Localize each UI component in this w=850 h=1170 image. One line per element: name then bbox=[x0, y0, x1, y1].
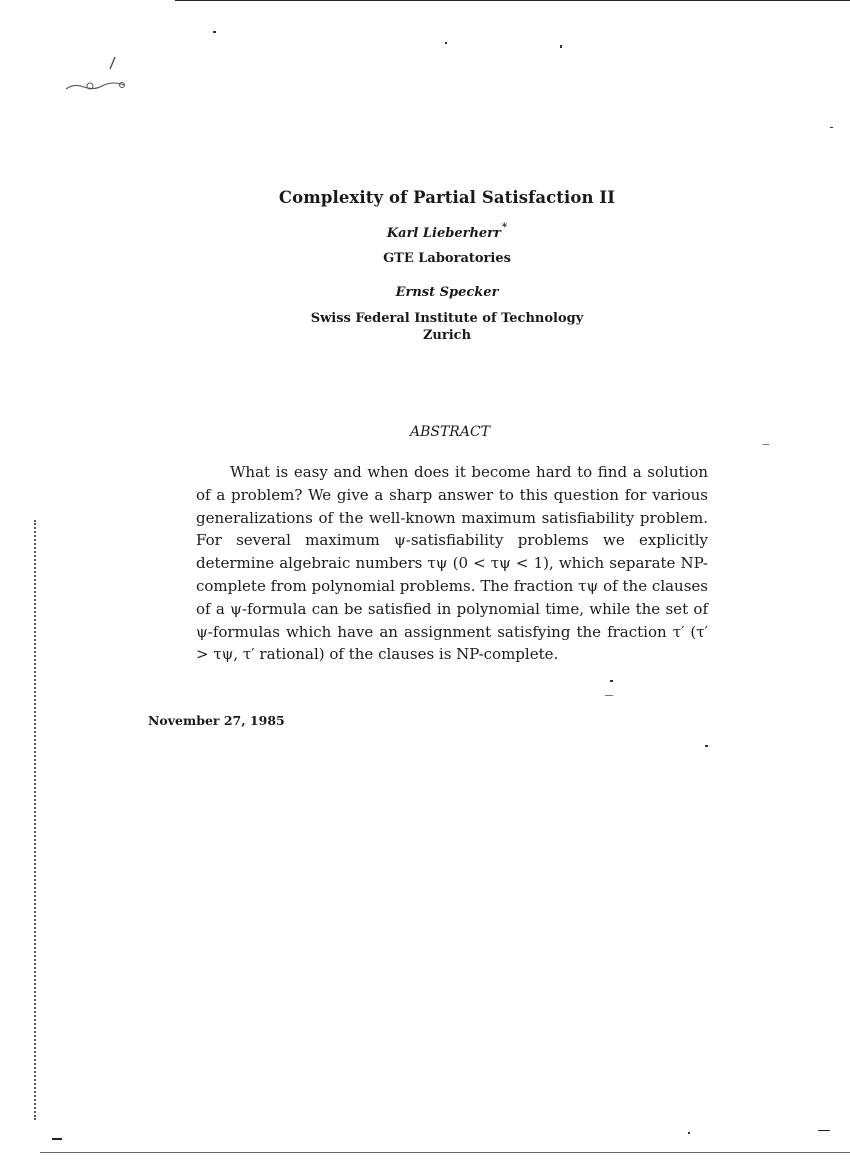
scan-top-edge bbox=[175, 0, 850, 1]
affiliation-line: Zurich bbox=[422, 328, 472, 343]
scan-speck bbox=[830, 127, 833, 128]
scan-speck bbox=[560, 45, 562, 48]
author-name-text: Karl Lieberherr bbox=[386, 226, 501, 241]
scan-bottom-edge bbox=[40, 1152, 850, 1153]
scan-mark bbox=[52, 1138, 62, 1140]
scan-speck bbox=[445, 42, 447, 44]
document-date: November 27, 1985 bbox=[148, 713, 285, 728]
scan-speck bbox=[763, 444, 769, 445]
scan-speck bbox=[610, 680, 613, 682]
scan-binding-edge bbox=[34, 520, 38, 1120]
scan-speck bbox=[605, 695, 613, 696]
abstract-body: What is easy and when does it become hard to find a solution of a problem? We give a sharp answer to this question for various generalizations of the well-known maximum satisfiability problem. For several maximum ψ-satisfiability problems we explicitly determine algebraic numbers τψ (0 < τψ < 1), which separate NP-complete from polynomial problems. The fraction τψ of the clauses of a ψ-formula can be satisfied in polynomial time, while the set of ψ-formulas which have an assignment satisfying the fraction τ′ (τ′ > τψ, τ′ rational) of the clauses is NP-complete. bbox=[196, 463, 708, 664]
affiliation-line: Swiss Federal Institute of Technology bbox=[310, 311, 584, 326]
footnote-marker: * bbox=[501, 222, 508, 233]
author-name bbox=[0, 222, 850, 241]
author-affiliation: GTE Laboratories bbox=[383, 251, 511, 266]
scan-speck bbox=[688, 1132, 690, 1134]
scan-speck bbox=[213, 31, 216, 33]
abstract-heading: ABSTRACT bbox=[409, 424, 491, 440]
author-name-text: Ernst Specker bbox=[395, 285, 499, 300]
scan-mark bbox=[818, 1130, 830, 1131]
author-affiliation bbox=[0, 310, 850, 344]
scan-speck bbox=[705, 745, 708, 747]
author-name bbox=[0, 285, 850, 300]
scan-smudge-icon bbox=[60, 55, 140, 105]
paper-title: Complexity of Partial Satisfaction II bbox=[278, 188, 616, 207]
